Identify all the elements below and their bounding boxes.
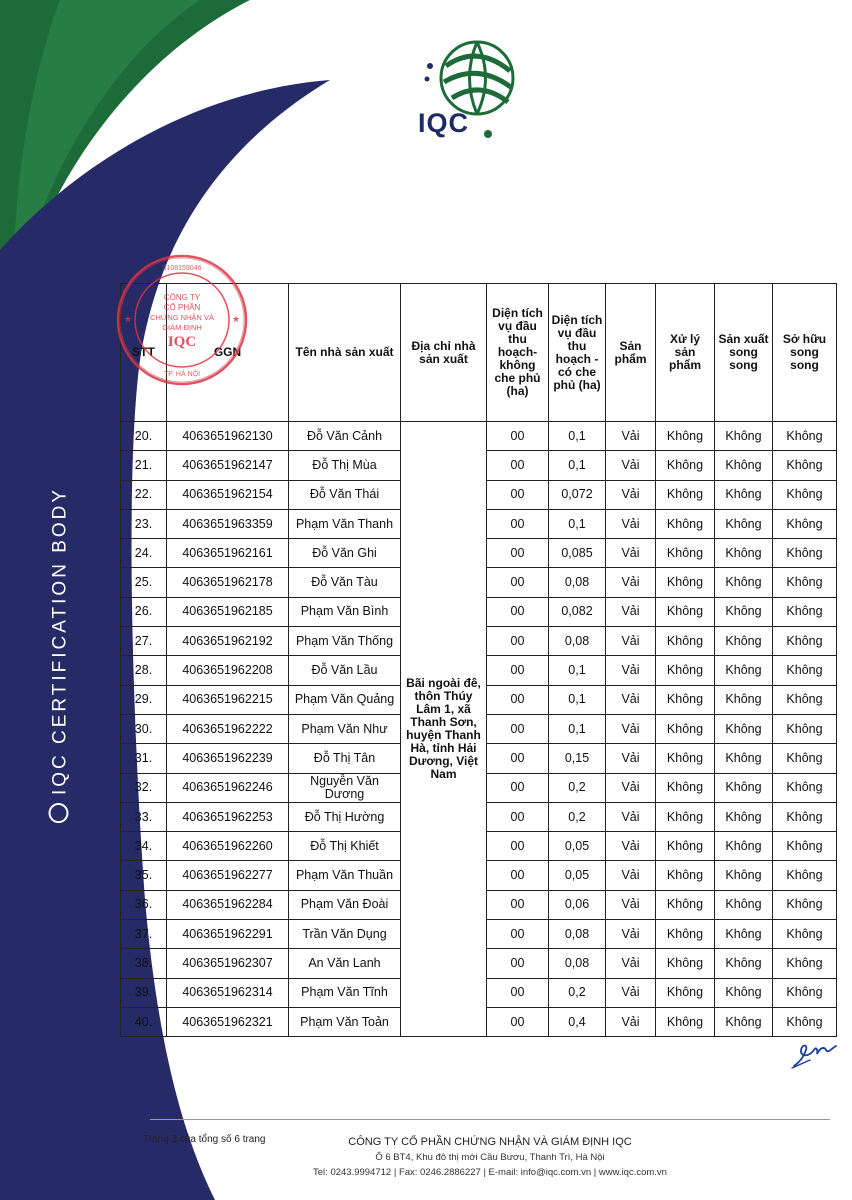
cell-name: Đỗ Thị Tân <box>289 744 401 773</box>
cell-name: Phạm Văn Đoài <box>289 890 401 919</box>
table-row <box>121 422 837 451</box>
cell-name: Phạm Văn Quảng <box>289 685 401 714</box>
cell-parallel-ownership: Không <box>773 685 837 714</box>
cell-processing: Không <box>656 685 715 714</box>
cell-parallel-production: Không <box>715 685 773 714</box>
cell-area-uncovered: 00 <box>487 480 549 509</box>
cell-parallel-ownership: Không <box>773 773 837 802</box>
cell-ggn: 4063651962284 <box>167 890 289 919</box>
page-info: Trang 3 của tổng số 6 trang <box>143 1134 266 1145</box>
cell-stt: 28. <box>121 656 167 685</box>
cell-area-uncovered: 00 <box>487 890 549 919</box>
cell-ggn: 4063651962253 <box>167 802 289 831</box>
cell-name: Đỗ Văn Thái <box>289 480 401 509</box>
cell-stt: 27. <box>121 627 167 656</box>
cell-product: Vải <box>606 451 656 480</box>
cell-area-uncovered: 00 <box>487 773 549 802</box>
cell-processing: Không <box>656 949 715 978</box>
cell-ggn: 4063651962161 <box>167 539 289 568</box>
cell-parallel-ownership: Không <box>773 597 837 626</box>
cell-area-uncovered: 00 <box>487 802 549 831</box>
cell-ggn: 4063651962222 <box>167 714 289 743</box>
cell-product: Vải <box>606 714 656 743</box>
cell-parallel-production: Không <box>715 949 773 978</box>
cell-processing: Không <box>656 802 715 831</box>
cell-area-covered: 0,08 <box>549 949 606 978</box>
header-area-uncovered: Diện tích vụ đầu thu hoạch-không che phủ (ha) <box>487 284 549 422</box>
cell-parallel-production: Không <box>715 422 773 451</box>
cell-ggn: 4063651962321 <box>167 1007 289 1036</box>
cell-product: Vải <box>606 539 656 568</box>
cell-area-covered: 0,085 <box>549 539 606 568</box>
cell-processing: Không <box>656 422 715 451</box>
cell-area-uncovered: 00 <box>487 422 549 451</box>
table-body <box>121 422 837 1037</box>
cell-area-uncovered: 00 <box>487 539 549 568</box>
cell-ggn: 4063651962147 <box>167 451 289 480</box>
cell-stt: 21. <box>121 451 167 480</box>
cell-processing: Không <box>656 978 715 1007</box>
cell-ggn: 4063651962246 <box>167 773 289 802</box>
cell-name: Đỗ Văn Cảnh <box>289 422 401 451</box>
cell-processing: Không <box>656 890 715 919</box>
cell-name: Đỗ Văn Tàu <box>289 568 401 597</box>
cell-parallel-production: Không <box>715 890 773 919</box>
cell-product: Vải <box>606 627 656 656</box>
cell-area-covered: 0,2 <box>549 802 606 831</box>
header-stt: STT <box>121 284 167 422</box>
cell-area-covered: 0,08 <box>549 568 606 597</box>
cell-parallel-ownership: Không <box>773 656 837 685</box>
cell-area-uncovered: 00 <box>487 685 549 714</box>
svg-text:CỔ PHẦN: CỔ PHẦN <box>163 303 201 312</box>
cell-product: Vải <box>606 832 656 861</box>
cell-area-covered: 0,4 <box>549 1007 606 1036</box>
cell-product: Vải <box>606 802 656 831</box>
cell-parallel-production: Không <box>715 480 773 509</box>
cell-stt: 33. <box>121 802 167 831</box>
cell-area-covered: 0,1 <box>549 422 606 451</box>
cell-ggn: 4063651962185 <box>167 597 289 626</box>
cell-stt: 31. <box>121 744 167 773</box>
cell-stt: 20. <box>121 422 167 451</box>
cell-area-covered: 0,2 <box>549 773 606 802</box>
cell-stt: 22. <box>121 480 167 509</box>
cell-area-uncovered: 00 <box>487 597 549 626</box>
cell-ggn: 4063651962239 <box>167 744 289 773</box>
cell-area-covered: 0,05 <box>549 832 606 861</box>
cell-ggn: 4063651962215 <box>167 685 289 714</box>
cell-parallel-ownership: Không <box>773 744 837 773</box>
cell-ggn: 4063651962178 <box>167 568 289 597</box>
cell-processing: Không <box>656 832 715 861</box>
cell-product: Vải <box>606 597 656 626</box>
cell-ggn: 4063651962130 <box>167 422 289 451</box>
cell-area-covered: 0,05 <box>549 861 606 890</box>
svg-text:CHỨNG NHẬN VÀ: CHỨNG NHẬN VÀ <box>150 313 214 322</box>
cell-parallel-production: Không <box>715 978 773 1007</box>
cell-area-uncovered: 00 <box>487 714 549 743</box>
footer-divider <box>150 1119 830 1120</box>
cell-name: Phạm Văn Bình <box>289 597 401 626</box>
cell-stt: 36. <box>121 890 167 919</box>
cell-product: Vải <box>606 685 656 714</box>
cell-name: Phạm Văn Thống <box>289 627 401 656</box>
cell-area-uncovered: 00 <box>487 451 549 480</box>
cell-ggn: 4063651962277 <box>167 861 289 890</box>
cell-area-uncovered: 00 <box>487 978 549 1007</box>
cell-parallel-ownership: Không <box>773 539 837 568</box>
cell-stt: 38. <box>121 949 167 978</box>
cell-parallel-production: Không <box>715 451 773 480</box>
cell-address: Bãi ngoài đê, thôn Thúy Lâm 1, xã Thanh Sơn, huyện Thanh Hà, tỉnh Hải Dương, Việt Nam <box>401 422 487 1037</box>
footer-contact: Tel: 0243.9994712 | Fax: 0246.2886227 | E-mail: info@iqc.com.vn | www.iqc.com.vn <box>313 1167 667 1178</box>
cell-name: Đỗ Thị Khiết <box>289 832 401 861</box>
cell-parallel-production: Không <box>715 656 773 685</box>
cell-ggn: 4063651962314 <box>167 978 289 1007</box>
cell-area-covered: 0,1 <box>549 685 606 714</box>
cell-area-covered: 0,1 <box>549 451 606 480</box>
cell-area-covered: 0,1 <box>549 509 606 538</box>
cell-processing: Không <box>656 568 715 597</box>
cell-processing: Không <box>656 920 715 949</box>
cell-parallel-ownership: Không <box>773 861 837 890</box>
cell-name: Trần Văn Dụng <box>289 920 401 949</box>
cell-stt: 40. <box>121 1007 167 1036</box>
cell-processing: Không <box>656 773 715 802</box>
cell-product: Vải <box>606 480 656 509</box>
cell-area-covered: 0,072 <box>549 480 606 509</box>
cell-area-uncovered: 00 <box>487 627 549 656</box>
cell-stt: 24. <box>121 539 167 568</box>
header-parallel-ownership: Sở hữu song song <box>773 284 837 422</box>
svg-text:0108159046: 0108159046 <box>162 265 202 272</box>
cell-area-uncovered: 00 <box>487 832 549 861</box>
cell-area-uncovered: 00 <box>487 920 549 949</box>
cell-parallel-ownership: Không <box>773 890 837 919</box>
cell-product: Vải <box>606 568 656 597</box>
cell-processing: Không <box>656 539 715 568</box>
header-product: Sản phẩm <box>606 284 656 422</box>
cell-area-covered: 0,08 <box>549 920 606 949</box>
cell-processing: Không <box>656 597 715 626</box>
cell-stt: 32. <box>121 773 167 802</box>
cell-stt: 23. <box>121 509 167 538</box>
cell-area-covered: 0,08 <box>549 627 606 656</box>
cell-area-covered: 0,082 <box>549 597 606 626</box>
globe-icon <box>49 803 69 823</box>
cell-parallel-production: Không <box>715 861 773 890</box>
cell-parallel-production: Không <box>715 744 773 773</box>
company-stamp <box>112 250 252 390</box>
cell-area-covered: 0,15 <box>549 744 606 773</box>
cell-ggn: 4063651963359 <box>167 509 289 538</box>
cell-area-covered: 0,06 <box>549 890 606 919</box>
cell-name: An Văn Lanh <box>289 949 401 978</box>
footer-address: Ô 6 BT4, Khu đô thị mới Cầu Bươu, Thanh Trì, Hà Nội <box>375 1152 605 1163</box>
cell-stt: 25. <box>121 568 167 597</box>
svg-text:IQC: IQC <box>167 334 197 350</box>
cell-parallel-production: Không <box>715 509 773 538</box>
cell-parallel-ownership: Không <box>773 568 837 597</box>
header-area-covered: Diện tích vụ đầu thu hoạch - có che phủ (ha) <box>549 284 606 422</box>
cell-product: Vải <box>606 978 656 1007</box>
producer-table <box>120 283 837 1037</box>
cell-parallel-ownership: Không <box>773 832 837 861</box>
cell-processing: Không <box>656 744 715 773</box>
cell-product: Vải <box>606 1007 656 1036</box>
cell-parallel-production: Không <box>715 597 773 626</box>
cell-parallel-production: Không <box>715 539 773 568</box>
cell-area-covered: 0,1 <box>549 656 606 685</box>
cell-processing: Không <box>656 509 715 538</box>
cell-name: Đỗ Thị Hường <box>289 802 401 831</box>
svg-text:★: ★ <box>232 314 241 324</box>
cell-parallel-ownership: Không <box>773 480 837 509</box>
cell-product: Vải <box>606 890 656 919</box>
cell-name: Nguyễn Văn Dương <box>289 773 401 802</box>
cell-parallel-ownership: Không <box>773 1007 837 1036</box>
cell-parallel-production: Không <box>715 1007 773 1036</box>
vertical-brand-text: IQC CERTIFICATION BODY <box>49 487 72 823</box>
cell-stt: 37. <box>121 920 167 949</box>
svg-text:★: ★ <box>124 314 133 324</box>
cell-area-uncovered: 00 <box>487 1007 549 1036</box>
cell-area-uncovered: 00 <box>487 656 549 685</box>
cell-ggn: 4063651962192 <box>167 627 289 656</box>
cell-area-uncovered: 00 <box>487 861 549 890</box>
cell-product: Vải <box>606 920 656 949</box>
cell-stt: 29. <box>121 685 167 714</box>
cell-product: Vải <box>606 861 656 890</box>
cell-processing: Không <box>656 656 715 685</box>
svg-text:TP. HÀ NỘI: TP. HÀ NỘI <box>163 371 201 378</box>
cell-parallel-ownership: Không <box>773 627 837 656</box>
cell-name: Phạm Văn Thuần <box>289 861 401 890</box>
cell-name: Đỗ Văn Ghi <box>289 539 401 568</box>
cell-parallel-ownership: Không <box>773 509 837 538</box>
header-ggn: GGN <box>167 284 289 422</box>
cell-area-uncovered: 00 <box>487 568 549 597</box>
header-parallel-production: Sản xuất song song <box>715 284 773 422</box>
cell-ggn: 4063651962291 <box>167 920 289 949</box>
cell-ggn: 4063651962208 <box>167 656 289 685</box>
cell-area-uncovered: 00 <box>487 509 549 538</box>
header-name: Tên nhà sản xuất <box>289 284 401 422</box>
cell-parallel-production: Không <box>715 714 773 743</box>
signature <box>790 1036 840 1072</box>
footer-company: CÔNG TY CỔ PHẦN CHỨNG NHẬN VÀ GIÁM ĐỊNH IQC <box>348 1136 632 1148</box>
cell-parallel-ownership: Không <box>773 978 837 1007</box>
cell-area-uncovered: 00 <box>487 949 549 978</box>
cell-processing: Không <box>656 627 715 656</box>
cell-area-covered: 0,2 <box>549 978 606 1007</box>
cell-name: Đỗ Thị Mùa <box>289 451 401 480</box>
cell-name: Đỗ Văn Lầu <box>289 656 401 685</box>
cell-parallel-production: Không <box>715 832 773 861</box>
cell-parallel-production: Không <box>715 802 773 831</box>
cell-name: Phạm Văn Như <box>289 714 401 743</box>
cell-ggn: 4063651962307 <box>167 949 289 978</box>
cell-area-covered: 0,1 <box>549 714 606 743</box>
cell-parallel-ownership: Không <box>773 949 837 978</box>
cell-parallel-ownership: Không <box>773 451 837 480</box>
cell-parallel-ownership: Không <box>773 802 837 831</box>
logo-text: IQC <box>418 108 470 138</box>
cell-ggn: 4063651962154 <box>167 480 289 509</box>
cell-parallel-ownership: Không <box>773 422 837 451</box>
cell-product: Vải <box>606 509 656 538</box>
cell-stt: 35. <box>121 861 167 890</box>
header-address: Địa chỉ nhà sản xuất <box>401 284 487 422</box>
svg-text:GIÁM ĐỊNH: GIÁM ĐỊNH <box>162 323 202 332</box>
cell-stt: 26. <box>121 597 167 626</box>
cell-parallel-production: Không <box>715 920 773 949</box>
cell-product: Vải <box>606 656 656 685</box>
cell-parallel-ownership: Không <box>773 920 837 949</box>
cell-name: Phạm Văn Toản <box>289 1007 401 1036</box>
cell-processing: Không <box>656 451 715 480</box>
cell-parallel-production: Không <box>715 568 773 597</box>
cell-stt: 39. <box>121 978 167 1007</box>
svg-text:CÔNG TY: CÔNG TY <box>163 293 201 302</box>
cell-ggn: 4063651962260 <box>167 832 289 861</box>
cell-product: Vải <box>606 422 656 451</box>
cell-name: Phạm Văn Tĩnh <box>289 978 401 1007</box>
cell-processing: Không <box>656 1007 715 1036</box>
cell-stt: 34. <box>121 832 167 861</box>
cell-processing: Không <box>656 714 715 743</box>
cell-processing: Không <box>656 480 715 509</box>
header-processing: Xử lý sản phẩm <box>656 284 715 422</box>
cell-product: Vải <box>606 773 656 802</box>
cell-product: Vải <box>606 949 656 978</box>
cell-parallel-production: Không <box>715 773 773 802</box>
cell-stt: 30. <box>121 714 167 743</box>
cell-name: Phạm Văn Thanh <box>289 509 401 538</box>
cell-processing: Không <box>656 861 715 890</box>
cell-product: Vải <box>606 744 656 773</box>
cell-parallel-production: Không <box>715 627 773 656</box>
cell-area-uncovered: 00 <box>487 744 549 773</box>
cell-parallel-ownership: Không <box>773 714 837 743</box>
